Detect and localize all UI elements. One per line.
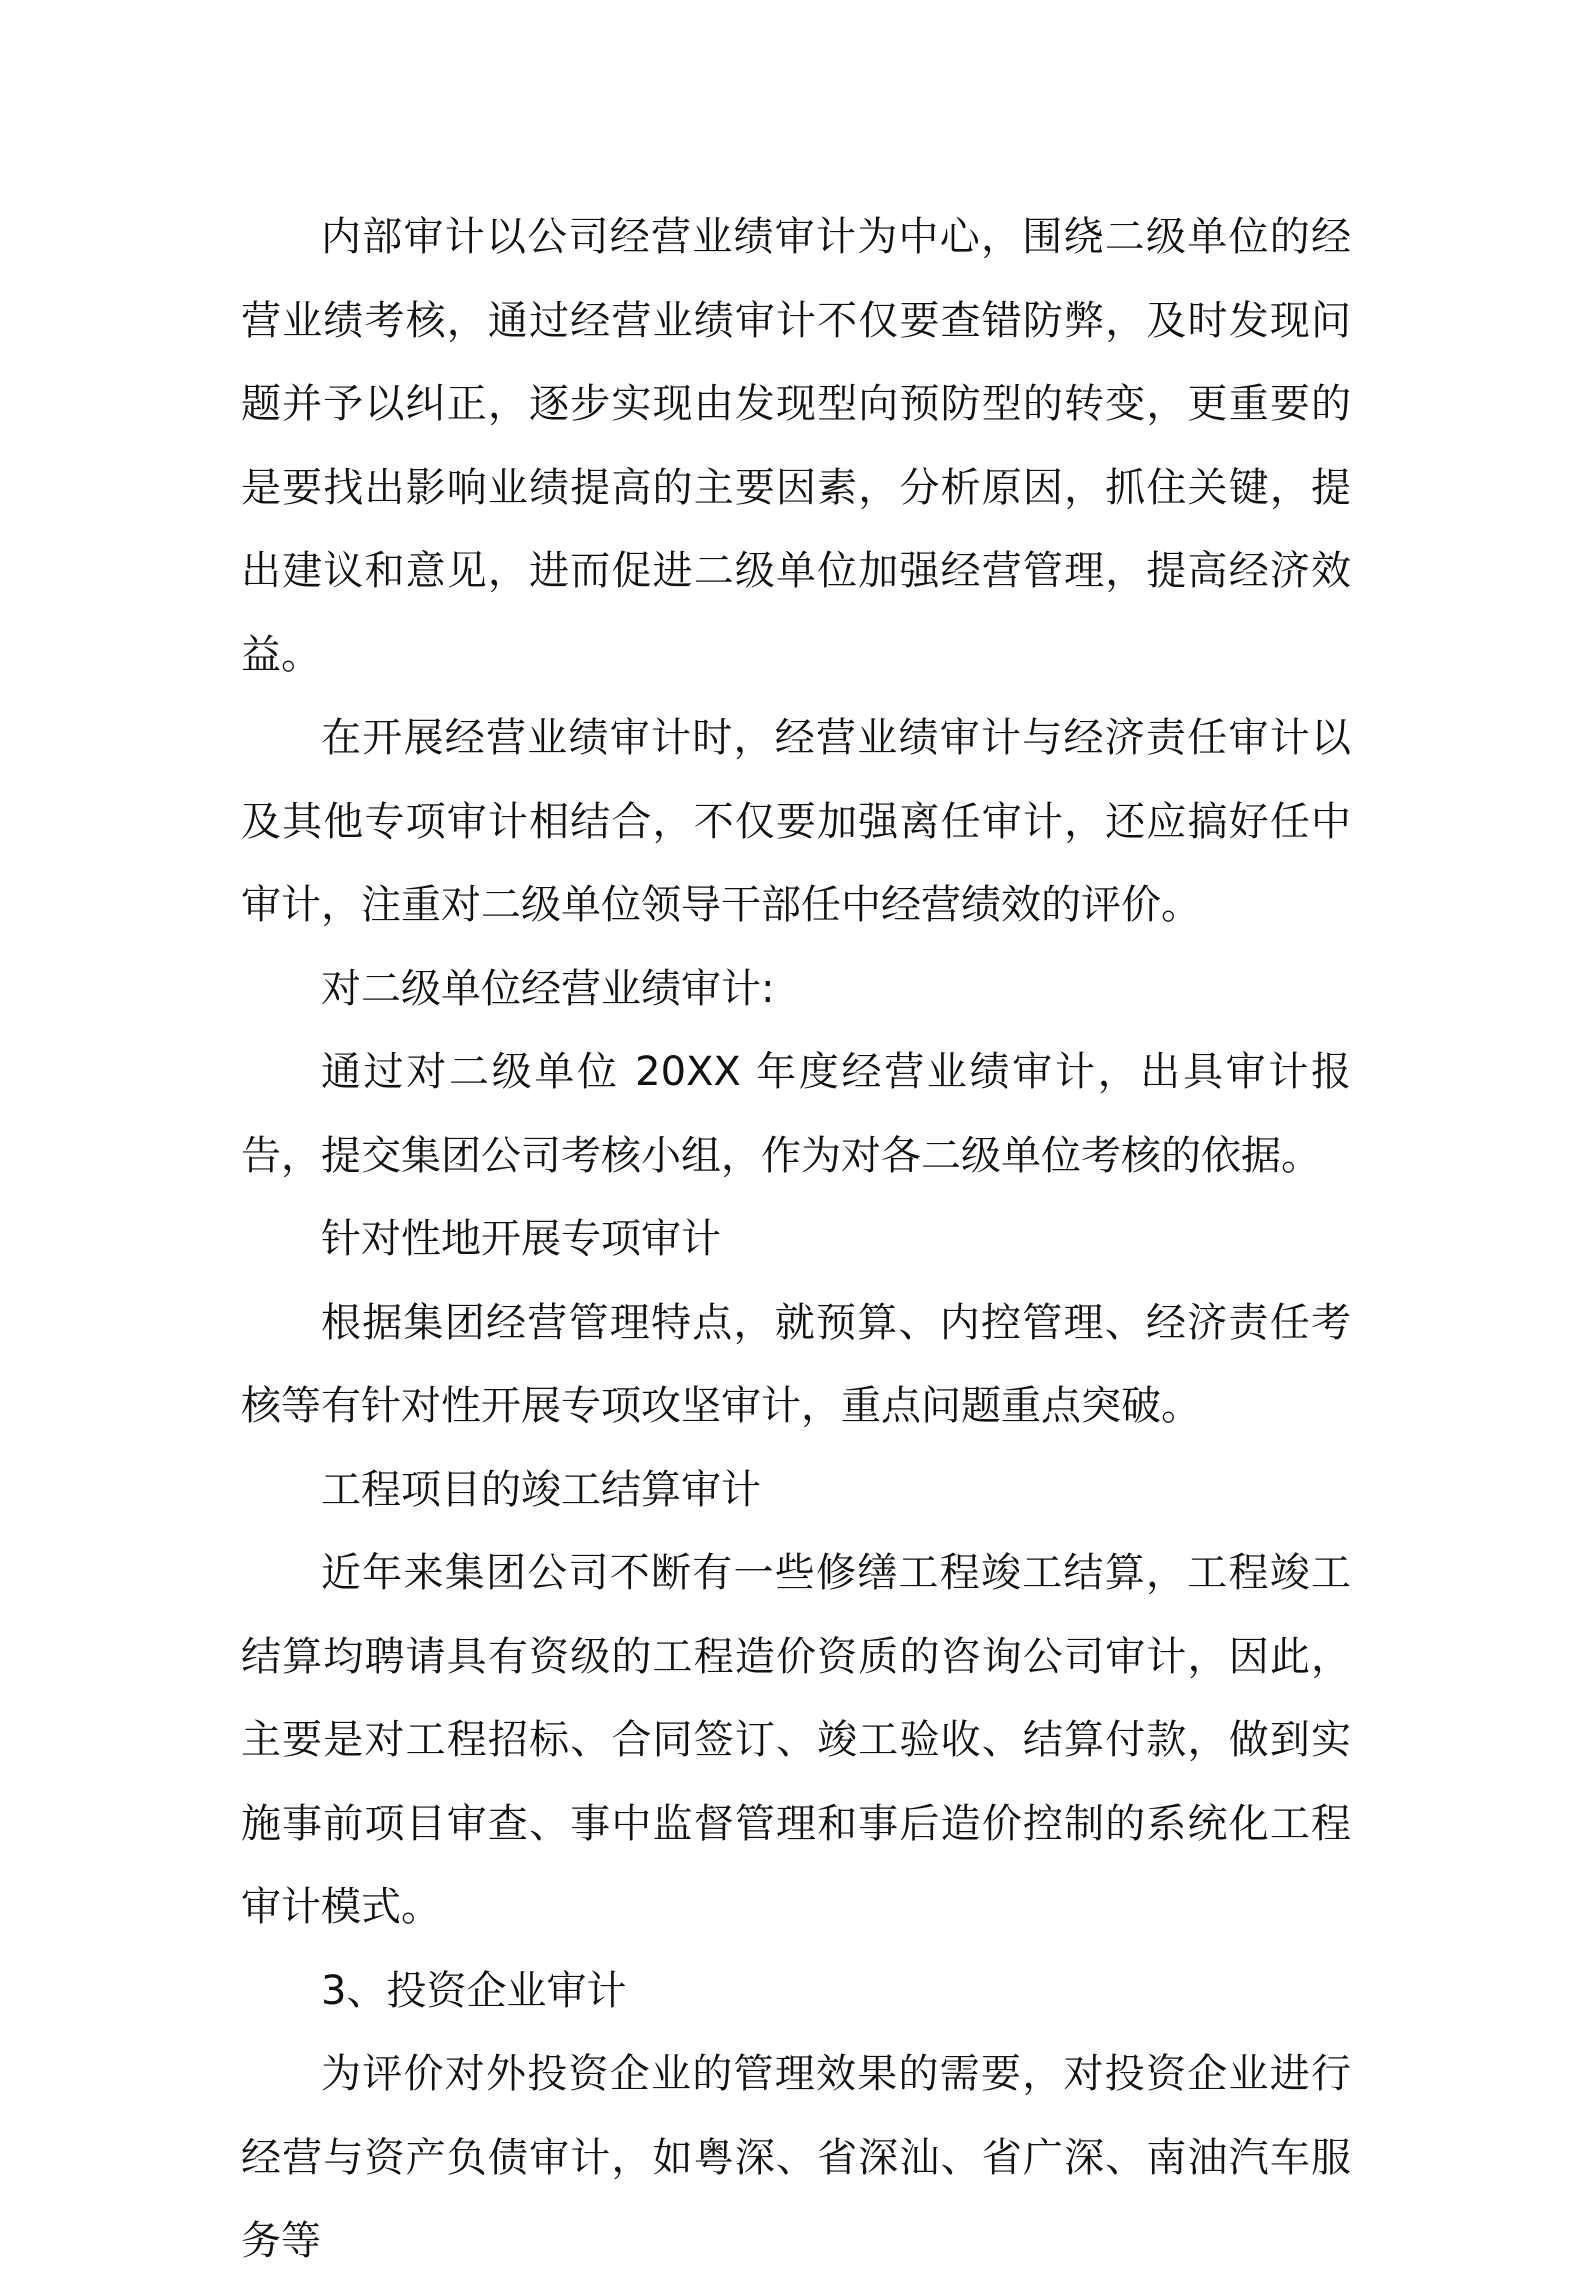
paragraph-special-audit: 根据集团经营管理特点，就预算、内控管理、经济责任考核等有针对性开展专项攻坚审计，重点问题重点突破。	[241, 1299, 1351, 1429]
heading-special-audit: 针对性地开展专项审计	[321, 1216, 721, 1262]
document-body	[241, 196, 1351, 2284]
paragraph-investment-audit: 为评价对外投资企业的管理效果的需要，对投资企业进行经营与资产负债审计，如粤深、省深汕、省广深、南油汽车服务等	[241, 2051, 1351, 2264]
paragraph-completion-settlement-audit: 近年来集团公司不断有一些修缮工程竣工结算，工程竣工结算均聘请具有资级的工程造价资质的咨询公司审计，因此，主要是对工程招标、合同签订、竣工验收、结算付款，做到实施事前项目审查、事中监督管理和事后造价控制的系统化工程审计模式。	[241, 1550, 1351, 1930]
paragraph-combined-audit: 在开展经营业绩审计时，经营业绩审计与经济责任审计以及其他专项审计相结合，不仅要加强离任审计，还应搞好任中审计，注重对二级单位领导干部任中经营绩效的评价。	[241, 715, 1351, 928]
heading-investment-audit: 3、投资企业审计	[321, 1967, 627, 2014]
heading-completion-settlement-audit: 工程项目的竣工结算审计	[321, 1466, 761, 1513]
heading-secondary-unit-audit: 对二级单位经营业绩审计:	[321, 965, 775, 1012]
paragraph-performance-audit-center: 内部审计以公司经营业绩审计为中心，围绕二级单位的经营业绩考核，通过经营业绩审计不仅要查错防弊，及时发现问题并予以纠正，逐步实现由发现型向预防型的转变，更重要的是要找出影响业绩提高的主要因素，分析原因，抓住关键，提出建议和意见，进而促进二级单位加强经营管理，提高经济效益。	[241, 214, 1351, 678]
paragraph-annual-audit-report: 通过对二级单位 20XX 年度经营业绩审计，出具审计报告，提交集团公司考核小组，作为对各二级单位考核的依据。	[241, 1049, 1351, 1179]
